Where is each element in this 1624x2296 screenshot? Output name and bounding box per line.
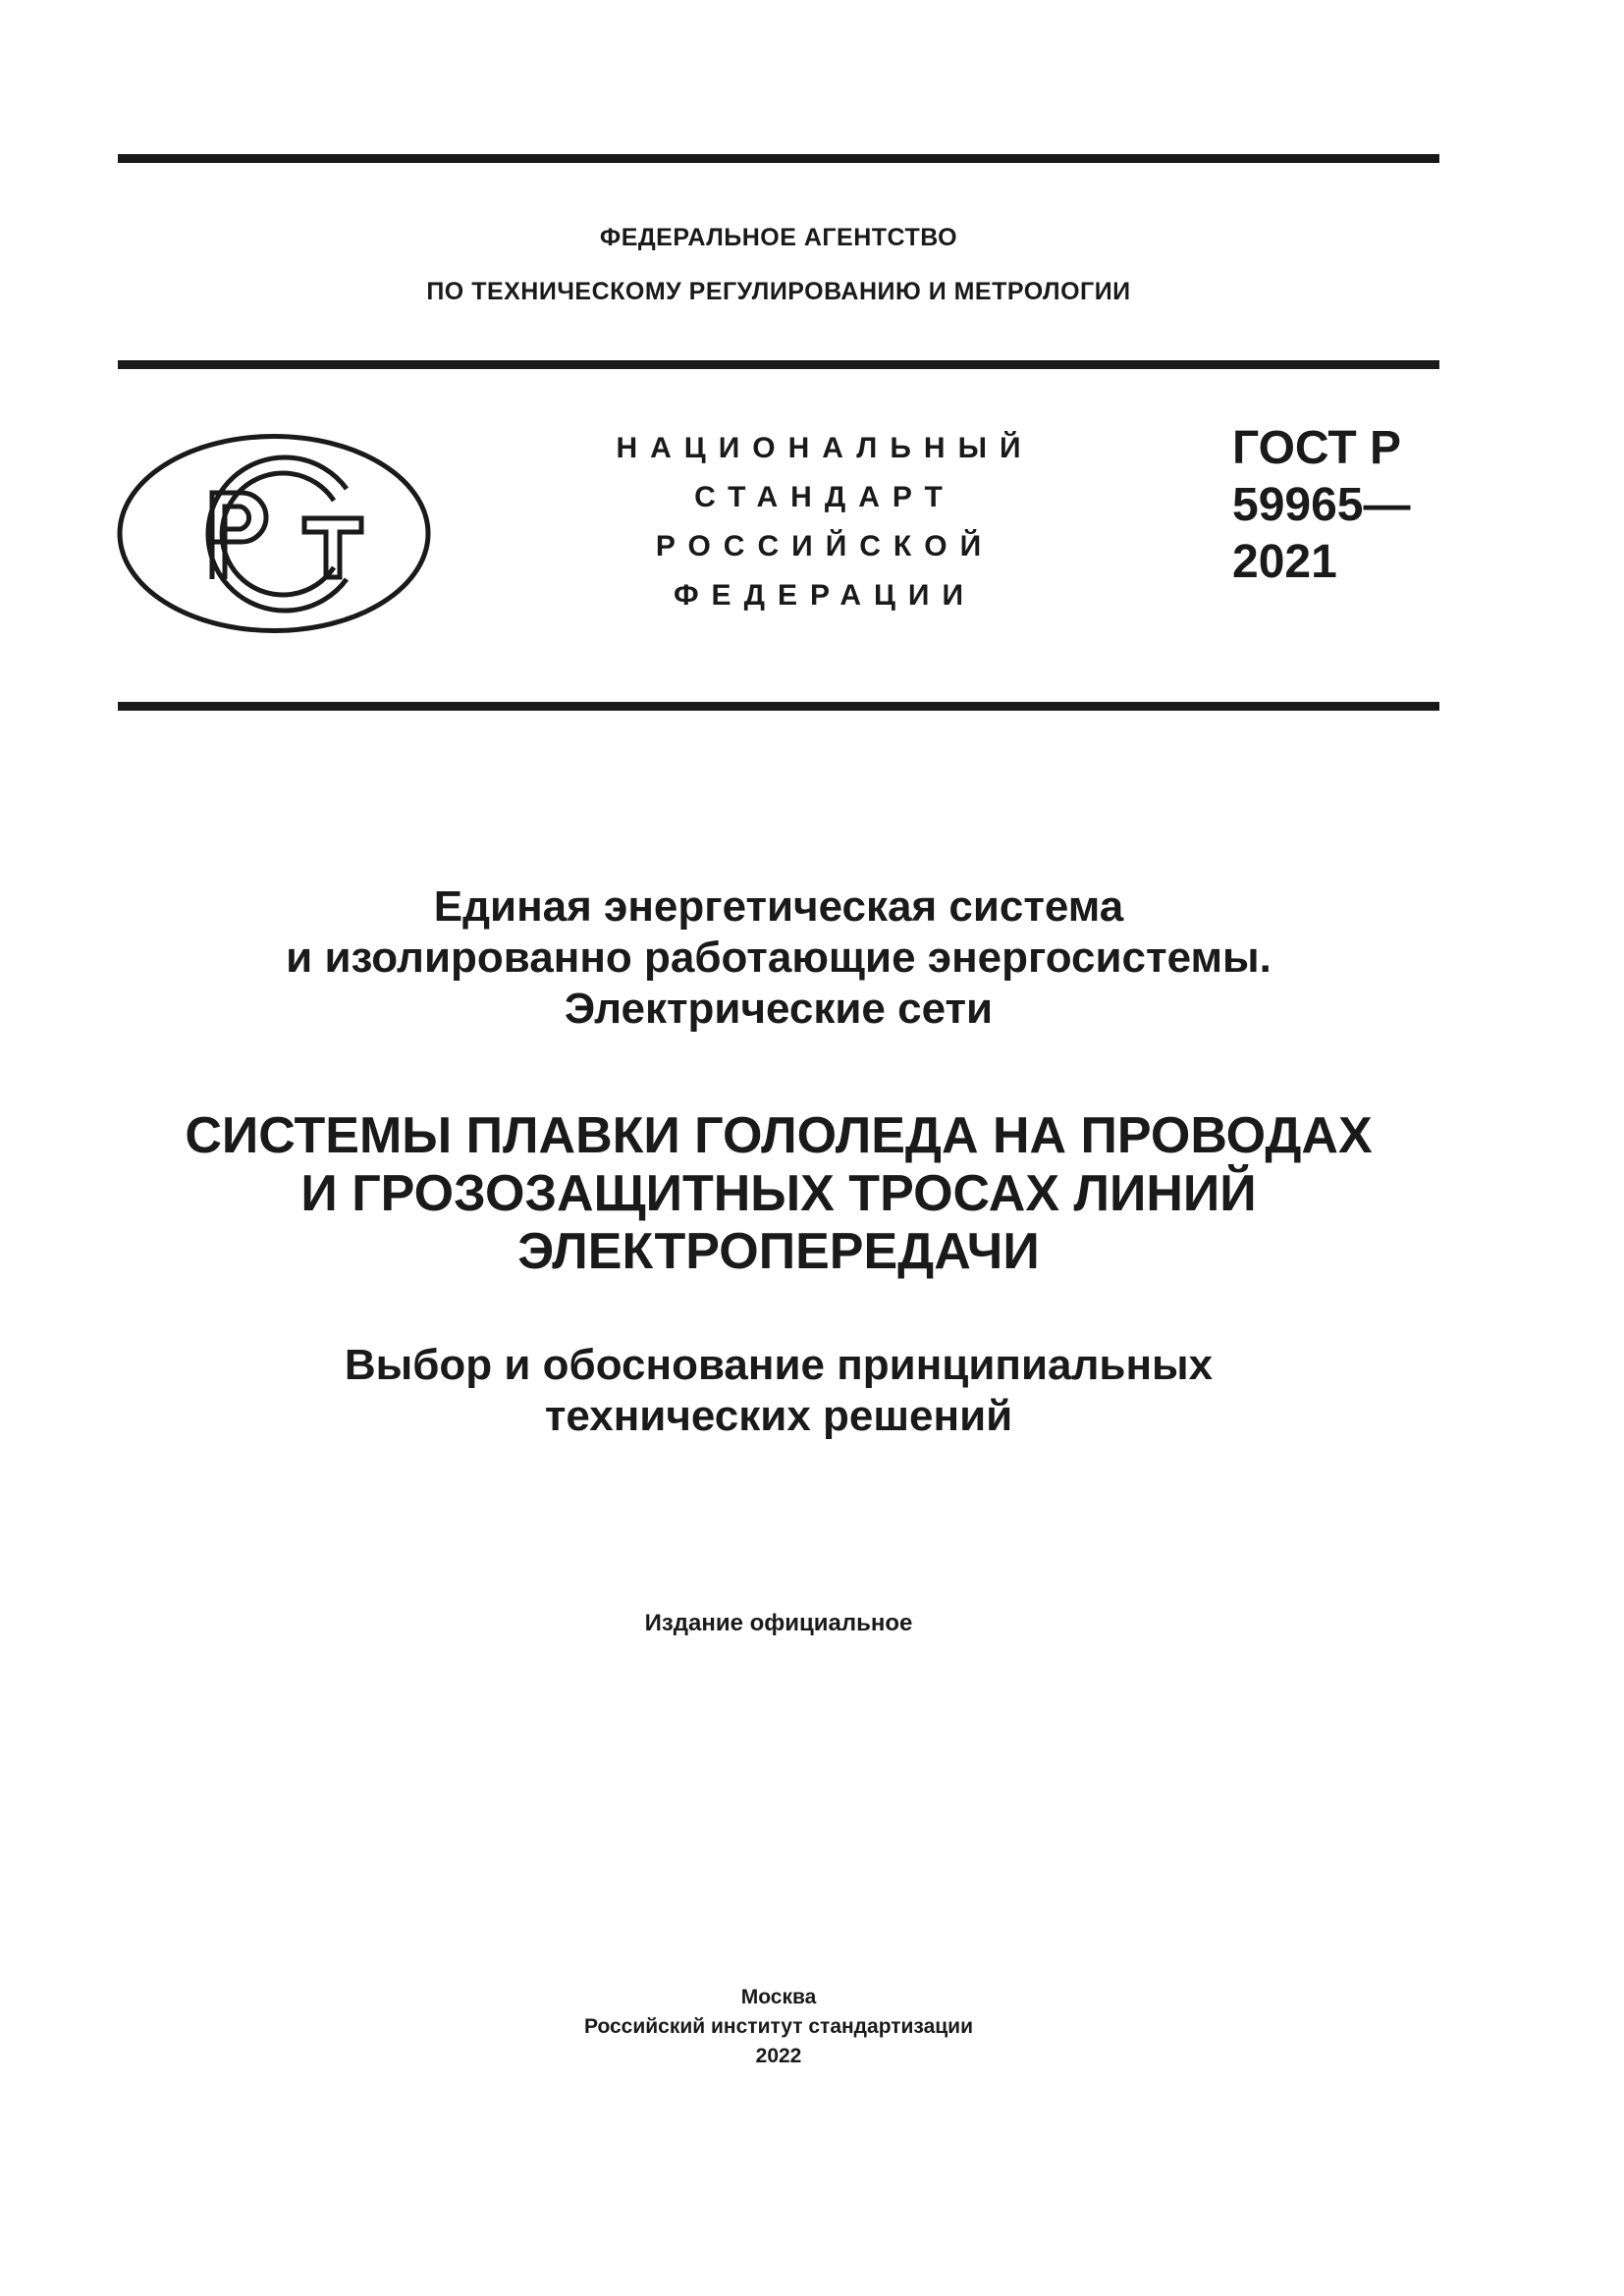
publisher-year: 2022 (755, 2045, 802, 2067)
standard-kind-line: НАЦИОНАЛЬНЫЙ (616, 432, 1034, 464)
header-bottom-rule (118, 702, 1439, 711)
agency-line-2: ПО ТЕХНИЧЕСКОМУ РЕГУЛИРОВАНИЮ И МЕТРОЛОГИИ (426, 278, 1131, 305)
standard-kind (550, 424, 1100, 620)
agency-line-1: ФЕДЕРАЛЬНОЕ АГЕНТСТВО (599, 224, 958, 251)
subtitle-line: технических решений (544, 1392, 1013, 1440)
series-title-line: Единая энергетическая система (433, 882, 1124, 931)
publisher-block (118, 1983, 1439, 2071)
subtitle (118, 1340, 1439, 1442)
series-title-line: Электрические сети (564, 985, 994, 1033)
main-title-line: СИСТЕМЫ ПЛАВКИ ГОЛОЛЕДА НА ПРОВОДАХ (185, 1107, 1373, 1164)
document-number-line: 59965— (1232, 479, 1411, 531)
subtitle-line: Выбор и обоснование принципиальных (344, 1341, 1214, 1389)
document-number-line: ГОСТ Р (1232, 422, 1402, 474)
edition-label: Издание официальное (644, 1610, 913, 1636)
standard-kind-line: РОССИЙСКОЙ (655, 530, 995, 562)
standard-kind-line: СТАНДАРТ (694, 481, 955, 513)
rst-logo-icon (116, 432, 432, 635)
agency-rule (118, 360, 1439, 369)
document-number-line: 2021 (1232, 536, 1337, 588)
main-title-line: И ГРОЗОЗАЩИТНЫХ ТРОСАХ ЛИНИЙ (300, 1165, 1257, 1222)
rst-logo (116, 432, 432, 635)
main-title-line: ЭЛЕКТРОПЕРЕДАЧИ (517, 1223, 1040, 1280)
publisher-city: Москва (740, 1986, 817, 2008)
series-title (118, 881, 1439, 1035)
publisher-institute: Российский институт стандартизации (583, 2015, 974, 2038)
top-rule (118, 154, 1439, 163)
series-title-line: и изолированно работающие энергосистемы. (286, 934, 1272, 982)
document-number (1232, 420, 1410, 591)
standard-kind-line: ФЕДЕРАЦИИ (673, 579, 977, 612)
main-title (118, 1107, 1439, 1281)
